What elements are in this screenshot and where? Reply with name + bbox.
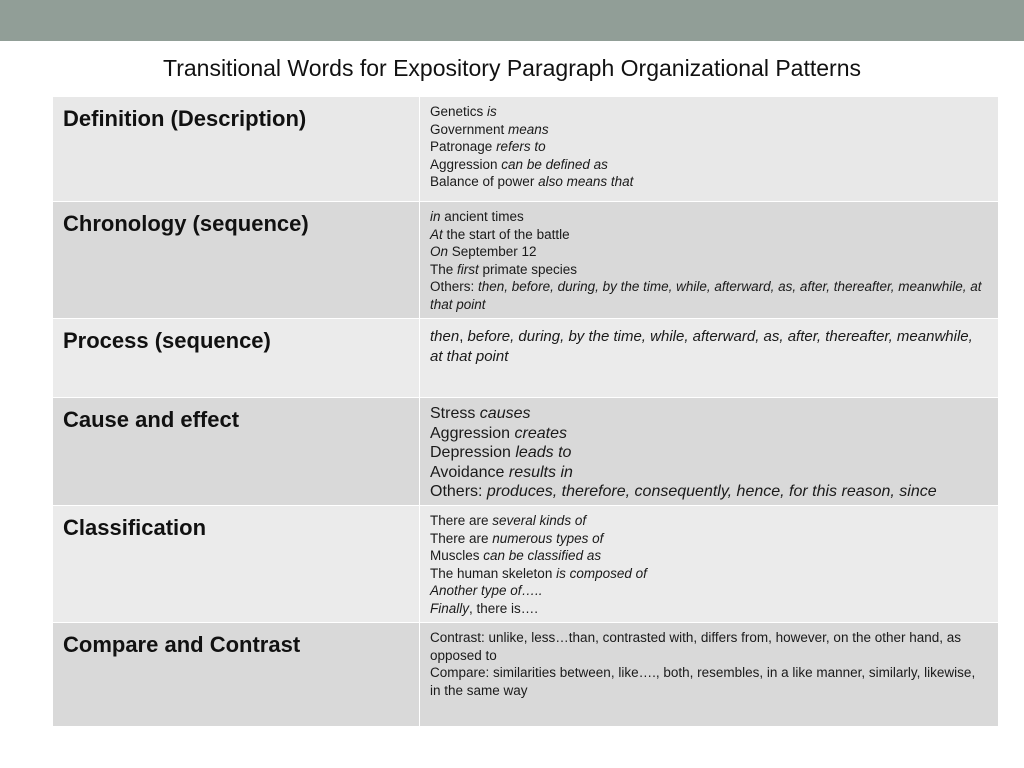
transition-line [430,547,988,565]
transition-text: Others: [430,483,487,500]
table-row [53,319,999,398]
transition-text: Government [430,121,509,137]
transition-text: leads to [515,444,572,461]
transition-line [430,424,988,444]
transition-line [430,243,988,261]
transition-line [430,327,988,366]
transition-text: causes [479,405,531,422]
transition-line [430,530,988,548]
transition-text: means [508,121,549,137]
pattern-name: Chronology (sequence) [63,211,309,236]
transition-text: Aggression [430,156,502,172]
transition-line [430,173,988,191]
table-row [53,97,999,202]
slide-title: Transitional Words for Expository Paragraph Organizational Patterns [163,55,861,81]
transition-words-cell [420,623,999,727]
transition-text: also means that [538,174,634,189]
transition-text: Another type of….. [430,583,543,598]
transition-text: is composed of [556,565,647,581]
pattern-cell [53,623,420,727]
table-row [53,398,999,506]
transition-words-cell [420,319,999,398]
transition-line [430,121,988,139]
transition-words-cell [420,202,999,319]
pattern-name: Compare and Contrast [63,632,301,657]
transition-words-cell [420,97,999,202]
transition-line [430,261,988,279]
transition-text: before, during, by the time, while, afterward, as, after, thereafter, meanwhile, at that point [430,328,973,365]
pattern-name: Classification [63,515,207,540]
transition-text: refers to [496,139,546,154]
pattern-cell [53,202,420,319]
transition-line [430,664,988,699]
transition-line [430,600,988,618]
transition-text: ancient times [440,209,524,224]
transition-text: , there is…. [469,600,539,616]
transition-line [430,278,988,313]
transition-text: Avoidance [430,463,509,481]
transition-line [430,463,988,483]
transition-line [430,208,988,226]
transition-text: Others: [430,279,479,294]
transition-text: several kinds of [492,513,587,528]
transition-text: is [487,104,497,119]
pattern-cell [53,398,420,506]
transition-text: Compare: similarities between, like…., both, resembles, in a like manner, similarly, likewise, in the same way [430,665,976,698]
transition-text: Contrast: unlike, less…than, contrasted with, differs from, however, on the other hand, as opposed to [430,630,962,663]
transition-text: Stress [430,405,480,422]
transition-line [430,629,988,664]
transition-text: first [457,261,479,277]
transition-text: Balance of power [430,174,539,189]
transition-line [430,565,988,583]
transition-text: can be classified as [483,548,602,563]
transition-text: then, before, during, by the time, while, afterward, as, after, thereafter, meanwhile, at that point [430,279,982,312]
transition-line [430,226,988,244]
top-accent-bar [0,0,1024,41]
patterns-table [52,96,999,727]
transition-text: September 12 [448,244,537,259]
transition-text: There are [430,513,493,528]
transition-text: Aggression [430,424,515,442]
transition-words-cell [420,398,999,506]
transition-text: On [430,244,449,259]
transition-text: in [430,209,441,224]
transition-text: can be defined as [501,156,608,172]
transition-text: creates [514,424,567,442]
table-row [53,623,999,727]
transition-text: numerous types of [492,530,604,546]
transition-line [430,482,988,502]
transition-line [430,582,988,600]
pattern-cell [53,97,420,202]
transition-text: The [430,261,458,277]
transition-text: results in [508,463,573,481]
transition-text: then [430,328,460,345]
transition-text: The human skeleton [430,565,557,581]
transition-line [430,156,988,174]
transition-line [430,138,988,156]
transition-text: At [430,226,443,242]
table-row [53,506,999,623]
transition-text: the start of the battle [442,226,570,242]
transition-text: , [459,328,468,345]
transition-text: Genetics [430,104,488,119]
transition-line [430,404,988,424]
transition-text: Depression [430,444,516,461]
transition-text: produces, therefore, consequently, hence, for this reason, since [486,483,937,500]
transition-words-cell [420,506,999,623]
transition-line [430,443,988,463]
pattern-cell [53,319,420,398]
transition-text: Patronage [430,139,497,154]
pattern-cell [53,506,420,623]
table-row [53,202,999,319]
transition-line [430,512,988,530]
transition-text: primate species [478,261,578,277]
transition-text: There are [430,530,493,546]
pattern-name: Cause and effect [63,407,240,432]
transition-text: Finally [430,600,470,616]
transition-line [430,103,988,121]
pattern-name: Process (sequence) [63,328,271,353]
transition-text: Muscles [430,548,484,563]
pattern-name: Definition (Description) [63,106,307,131]
